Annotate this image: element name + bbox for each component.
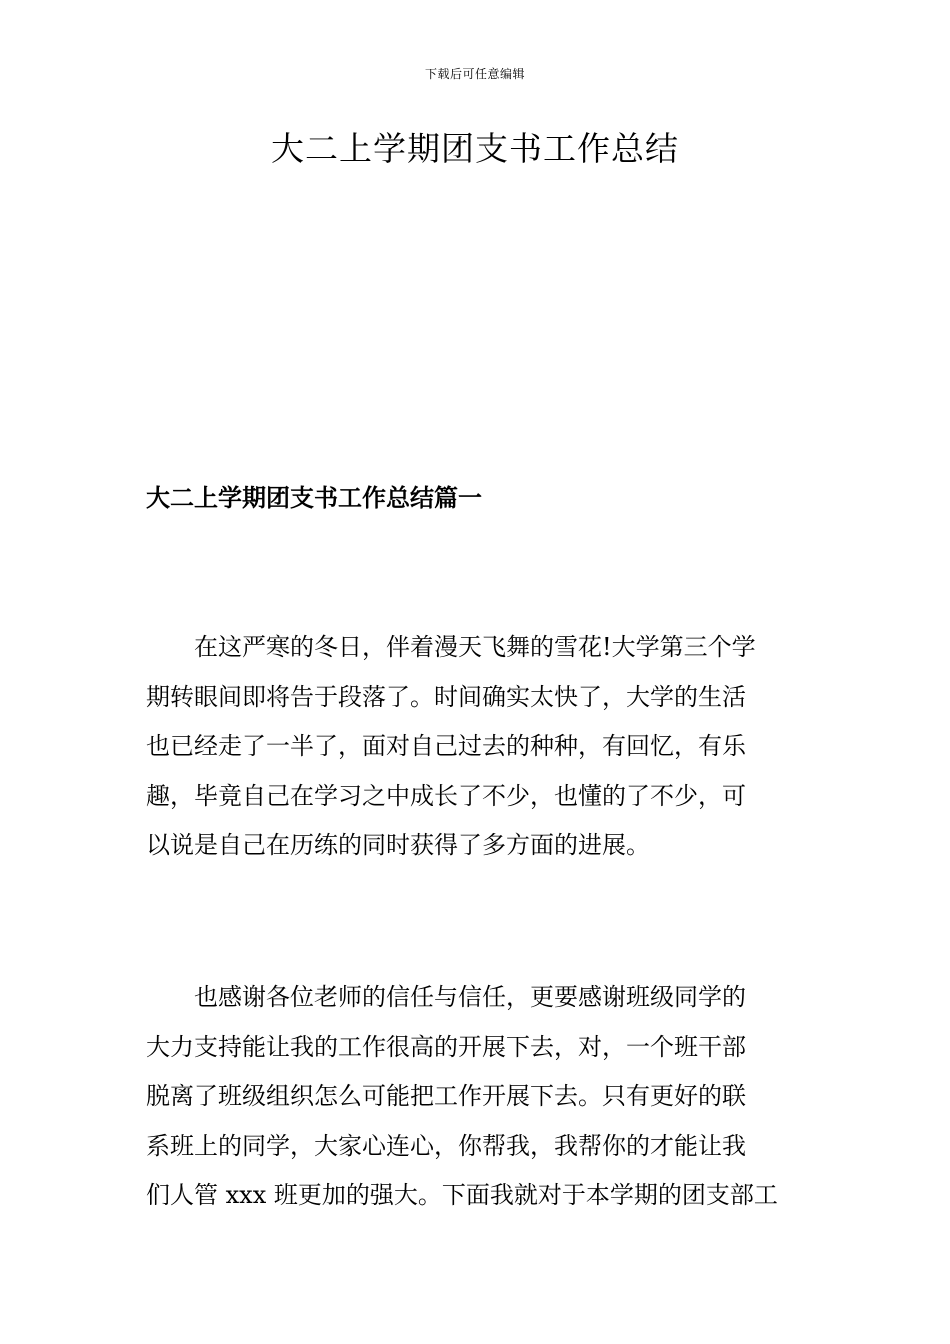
paragraph-line: 大力支持能让我的工作很高的开展下去，对，一个班干部 <box>146 1032 746 1061</box>
paragraph-line: 在这严寒的冬日，伴着漫天飞舞的雪花!大学第三个学 <box>146 633 756 661</box>
paragraph-line: 也已经走了一半了，面对自己过去的种种，有回忆，有乐 <box>146 732 746 760</box>
paragraph-line: 期转眼间即将告于段落了。时间确实太快了，大学的生活 <box>146 682 746 711</box>
paragraph-line: 也感谢各位老师的信任与信任，更要感谢班级同学的 <box>146 983 746 1011</box>
paragraph-line: 系班上的同学，大家心连心，你帮我，我帮你的才能让我 <box>146 1131 746 1160</box>
section-title: 大二上学期团支书工作总结篇一 <box>146 483 482 512</box>
document-title: 大二上学期团支书工作总结 <box>271 129 679 168</box>
paragraph-line: 趣，毕竟自己在学习之中成长了不少，也懂的了不少，可 <box>146 781 746 810</box>
paragraph-2 <box>146 973 778 1221</box>
paragraph-1 <box>146 623 756 871</box>
paragraph-line: 们人管 xxx 班更加的强大。下面我就对于本学期的团支部工 <box>146 1181 778 1209</box>
paragraph-line: 以说是自己在历练的同时获得了多方面的进展。 <box>146 831 650 859</box>
header-note: 下载后可任意编辑 <box>424 67 525 81</box>
paragraph-line: 脱离了班级组织怎么可能把工作开展下去。只有更好的联 <box>146 1082 746 1110</box>
